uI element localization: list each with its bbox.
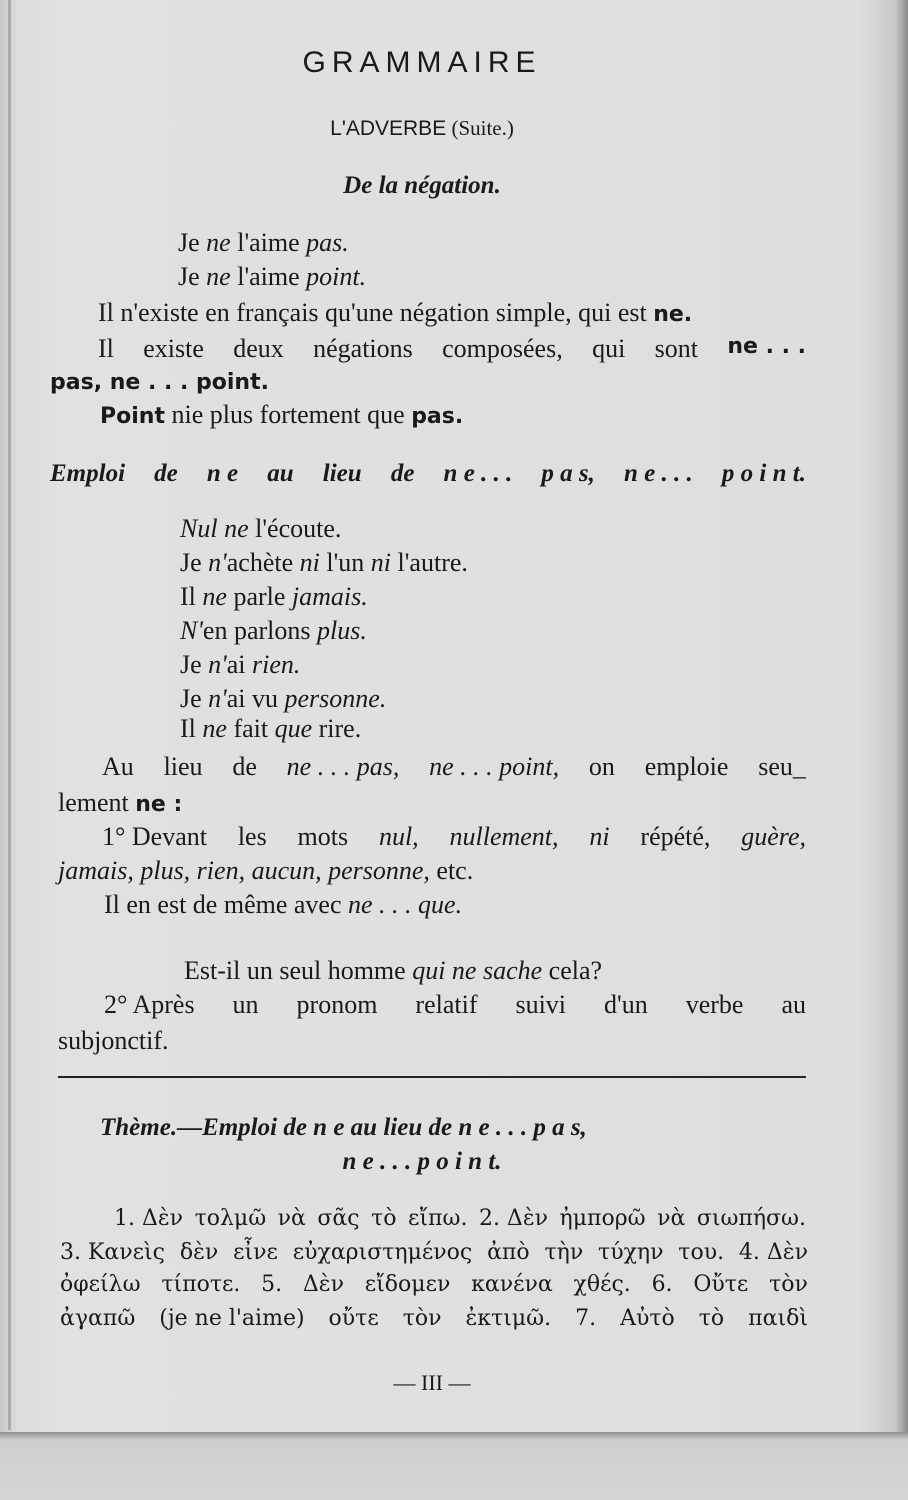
- page-title: GRAMMAIRE: [302, 46, 542, 79]
- chapter-subtitle: [0, 116, 844, 141]
- theme-heading: Thème.—Emploi de n e au lieu de n e . . . p a s,: [100, 1114, 587, 1141]
- example-line: Il ne fait que rire.: [180, 714, 362, 743]
- exercise-line: ὀφείλω τίποτε. 5. Δὲν εἴδομεν κανένα χθές. 6. Οὔτε τὸν: [60, 1272, 808, 1297]
- subtitle-paren: (Suite.): [451, 116, 514, 140]
- rule-one: 1° Devant les mots nul, nullement, ni répété, guère,: [102, 822, 806, 851]
- emploi-heading: Emploi de n e au lieu de n e . . . p a s, n e . . . p o i n t.: [50, 460, 806, 487]
- example-line: Je n'achète ni l'un ni l'autre.: [180, 548, 468, 577]
- page-number: — III —: [393, 1370, 471, 1395]
- example-line: Je n'ai rien.: [180, 650, 301, 679]
- scan-bottom-edge: [0, 1432, 908, 1500]
- example-line: Nul ne l'écoute.: [180, 514, 342, 543]
- section-divider: [58, 1076, 806, 1078]
- rule-one-continuation: jamais, plus, rien, aucun, personne, etc.: [58, 856, 474, 885]
- section-heading: De la négation.: [343, 172, 501, 199]
- exercise-line: ἀγαπῶ (je ne l'aime) οὔτε τὸν ἐκτιμῶ. 7. Αὐτὸ τὸ παιδὶ: [60, 1306, 808, 1331]
- example-line: Il ne parle jamais.: [180, 582, 368, 611]
- example-est-il: Est-il un seul homme qui ne sache cela?: [184, 956, 603, 985]
- example-line: Je n'ai vu personne.: [180, 684, 387, 713]
- example-line: Je ne l'aime point.: [178, 262, 367, 291]
- page-left-edge: [8, 0, 11, 1430]
- rule-two-continuation: subjonctif.: [58, 1026, 169, 1055]
- paragraph-point-pas: Point nie plus fortement que pas.: [100, 400, 464, 429]
- exercise-line: 1. Δὲν τολμῶ νὰ σᾶς τὸ εἴπω. 2. Δὲν ἠμπορῶ νὰ σιωπήσω.: [114, 1206, 806, 1231]
- rule-two: 2° Après un pronom relatif suivi d'un verbe au: [104, 990, 806, 1019]
- paragraph-line-continuation: pas, ne . . . point.: [50, 370, 269, 395]
- paragraph-line-continuation: lement ne :: [58, 788, 183, 817]
- example-line: N'en parlons plus.: [180, 616, 367, 645]
- paragraph-negations-composees: Il existe deux négations composées, qui sont ne . . .: [98, 334, 806, 363]
- theme-heading-continuation: n e . . . p o i n t.: [342, 1148, 502, 1175]
- paragraph-au-lieu: Au lieu de ne . . . pas, ne . . . point, on emploie seu_: [102, 752, 806, 781]
- paragraph-ne-que: Il en est de même avec ne . . . que.: [104, 890, 463, 919]
- subtitle-caps: L'ADVERBE: [330, 117, 447, 140]
- example-line: Je ne l'aime pas.: [178, 228, 349, 257]
- paragraph-negation-simple: Il n'existe en français qu'une négation simple, qui est ne.: [98, 298, 693, 327]
- exercise-line: 3. Κανεὶς δὲν εἶνε εὐχαριστημένος ἀπὸ τὴν τύχην του. 4. Δὲν: [60, 1240, 808, 1265]
